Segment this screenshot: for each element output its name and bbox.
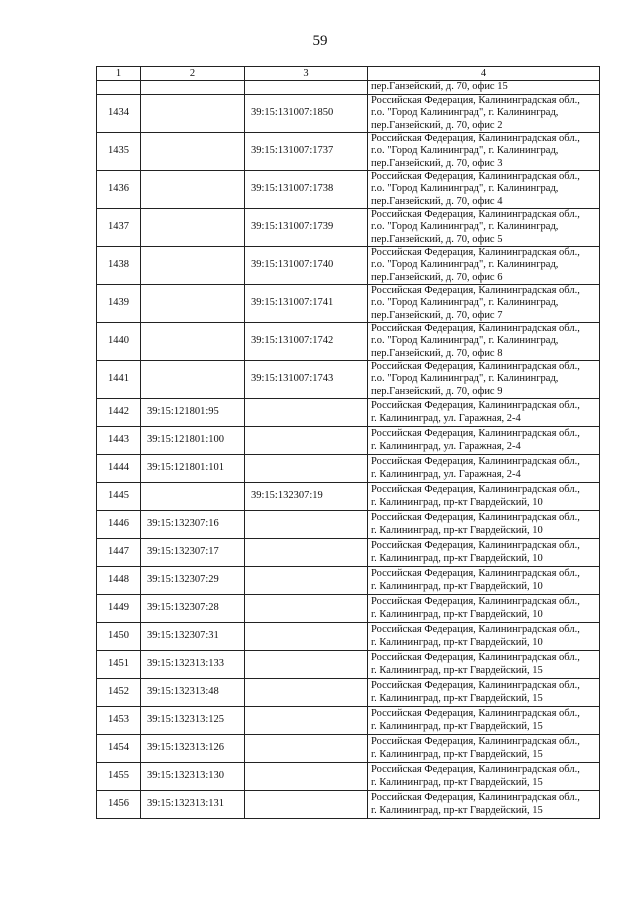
row-number-cell: 1453: [97, 707, 141, 735]
table-row: [97, 133, 600, 171]
table-row: [97, 171, 600, 209]
address-cell: Российская Федерация, Калининградская обл., г.о. "Город Калининград", г. Калининград, пер.Ганзейский, д. 70, офис 8: [368, 323, 600, 361]
address-cell: Российская Федерация, Калининградская обл., г.о. "Город Калининград", г. Калининград, пер.Ганзейский, д. 70, офис 3: [368, 133, 600, 171]
row-number-cell: 1449: [97, 595, 141, 623]
address-cell: Российская Федерация, Калининградская обл., г. Калининград, пр-кт Гвардейский, 15: [368, 763, 600, 791]
row-number-cell: 1455: [97, 763, 141, 791]
cadastral-number-cell: 39:15:132307:19: [245, 483, 368, 511]
cadastral-number-cell: [245, 623, 368, 651]
cadastral-number-cell: 39:15:132313:126: [141, 735, 245, 763]
address-cell: пер.Ганзейский, д. 70, офис 15: [368, 81, 600, 95]
table-row: [97, 455, 600, 483]
cadastral-number-cell: 39:15:131007:1738: [245, 171, 368, 209]
cadastral-number-cell: [245, 763, 368, 791]
cadastral-number-cell: [141, 323, 245, 361]
address-cell: Российская Федерация, Калининградская обл., г. Калининград, ул. Гаражная, 2-4: [368, 427, 600, 455]
row-number-cell: 1448: [97, 567, 141, 595]
table-row: [97, 623, 600, 651]
address-cell: Российская Федерация, Калининградская обл., г. Калининград, ул. Гаражная, 2-4: [368, 399, 600, 427]
address-cell: Российская Федерация, Калининградская обл., г. Калининград, пр-кт Гвардейский, 10: [368, 511, 600, 539]
cadastral-number-cell: 39:15:132313:130: [141, 763, 245, 791]
table-row: [97, 483, 600, 511]
table-row: [97, 95, 600, 133]
column-header: 3: [245, 67, 368, 81]
row-number-cell: 1451: [97, 651, 141, 679]
cadastral-number-cell: 39:15:132307:17: [141, 539, 245, 567]
cadastral-number-cell: 39:15:121801:95: [141, 399, 245, 427]
table-row: [97, 361, 600, 399]
row-number-cell: 1435: [97, 133, 141, 171]
table-row: [97, 209, 600, 247]
cadastral-number-cell: [245, 735, 368, 763]
row-number-cell: 1452: [97, 679, 141, 707]
cadastral-number-cell: 39:15:132307:29: [141, 567, 245, 595]
column-header: 4: [368, 67, 600, 81]
table-row: [97, 679, 600, 707]
address-cell: Российская Федерация, Калининградская обл., г.о. "Город Калининград", г. Калининград, пер.Ганзейский, д. 70, офис 6: [368, 247, 600, 285]
cadastral-number-cell: 39:15:132307:31: [141, 623, 245, 651]
cadastral-number-cell: [245, 679, 368, 707]
cadastral-number-cell: [141, 483, 245, 511]
row-number-cell: 1443: [97, 427, 141, 455]
cadastral-number-cell: 39:15:131007:1743: [245, 361, 368, 399]
cadastral-number-cell: 39:15:132313:48: [141, 679, 245, 707]
page-number: 59: [312, 33, 328, 49]
address-cell: Российская Федерация, Калининградская обл., г. Калининград, пр-кт Гвардейский, 15: [368, 735, 600, 763]
table-cell: [245, 81, 368, 95]
row-number-cell: 1446: [97, 511, 141, 539]
row-number-cell: 1450: [97, 623, 141, 651]
row-number-cell: 1440: [97, 323, 141, 361]
cadastral-number-cell: 39:15:131007:1850: [245, 95, 368, 133]
cadastral-number-cell: [141, 285, 245, 323]
row-number-cell: 1447: [97, 539, 141, 567]
cadastral-number-cell: [141, 171, 245, 209]
cadastral-number-cell: 39:15:131007:1741: [245, 285, 368, 323]
address-cell: Российская Федерация, Калининградская обл., г. Калининград, пр-кт Гвардейский, 10: [368, 595, 600, 623]
table-row: [97, 323, 600, 361]
table-row: [97, 511, 600, 539]
cadastral-number-cell: [245, 539, 368, 567]
cadastral-number-cell: [245, 595, 368, 623]
row-number-cell: 1454: [97, 735, 141, 763]
row-number-cell: 1438: [97, 247, 141, 285]
table-header-row: [97, 67, 600, 81]
cadastral-number-cell: [245, 399, 368, 427]
table-row: [97, 651, 600, 679]
row-number-cell: 1439: [97, 285, 141, 323]
address-cell: Российская Федерация, Калининградская обл., г. Калининград, пр-кт Гвардейский, 15: [368, 651, 600, 679]
cadastral-number-cell: [245, 455, 368, 483]
table-cell: [97, 81, 141, 95]
cadastral-number-cell: [141, 247, 245, 285]
table-row: [97, 539, 600, 567]
address-cell: Российская Федерация, Калининградская обл., г. Калининград, пр-кт Гвардейский, 10: [368, 623, 600, 651]
cadastral-number-cell: 39:15:132307:16: [141, 511, 245, 539]
address-cell: Российская Федерация, Калининградская обл., г. Калининград, пр-кт Гвардейский, 15: [368, 679, 600, 707]
address-cell: Российская Федерация, Калининградская обл., г. Калининград, пр-кт Гвардейский, 15: [368, 707, 600, 735]
cadastral-number-cell: 39:15:131007:1737: [245, 133, 368, 171]
row-number-cell: 1441: [97, 361, 141, 399]
address-cell: Российская Федерация, Калининградская обл., г.о. "Город Калининград", г. Калининград, пер.Ганзейский, д. 70, офис 4: [368, 171, 600, 209]
address-cell: Российская Федерация, Калининградская обл., г. Калининград, пр-кт Гвардейский, 10: [368, 539, 600, 567]
cadastral-number-cell: 39:15:131007:1739: [245, 209, 368, 247]
cadastral-number-cell: 39:15:121801:101: [141, 455, 245, 483]
cadastral-number-cell: [245, 791, 368, 819]
address-cell: Российская Федерация, Калининградская обл., г.о. "Город Калининград", г. Калининград, пер.Ганзейский, д. 70, офис 5: [368, 209, 600, 247]
cadastral-number-cell: [245, 427, 368, 455]
address-cell: Российская Федерация, Калининградская обл., г. Калининград, пр-кт Гвардейский, 10: [368, 567, 600, 595]
cadastral-number-cell: [245, 511, 368, 539]
address-cell: Российская Федерация, Калининградская обл., г. Калининград, пр-кт Гвардейский, 10: [368, 483, 600, 511]
row-number-cell: 1444: [97, 455, 141, 483]
cadastral-number-cell: [245, 651, 368, 679]
cadastral-number-cell: [245, 707, 368, 735]
cadastral-number-cell: [141, 133, 245, 171]
table-row: [97, 427, 600, 455]
cadastral-number-cell: 39:15:131007:1740: [245, 247, 368, 285]
cadastral-number-cell: 39:15:132313:131: [141, 791, 245, 819]
table-row: [97, 595, 600, 623]
cadastral-number-cell: [141, 209, 245, 247]
registry-table: [96, 66, 600, 819]
address-cell: Российская Федерация, Калининградская обл., г. Калининград, ул. Гаражная, 2-4: [368, 455, 600, 483]
row-number-cell: 1436: [97, 171, 141, 209]
table-row: [97, 285, 600, 323]
table-row: [97, 399, 600, 427]
column-header: 1: [97, 67, 141, 81]
row-number-cell: 1437: [97, 209, 141, 247]
cadastral-number-cell: [141, 95, 245, 133]
address-cell: Российская Федерация, Калининградская обл., г.о. "Город Калининград", г. Калининград, пер.Ганзейский, д. 70, офис 2: [368, 95, 600, 133]
table-row: [97, 735, 600, 763]
address-cell: Российская Федерация, Калининградская обл., г.о. "Город Калининград", г. Калининград, пер.Ганзейский, д. 70, офис 7: [368, 285, 600, 323]
cadastral-number-cell: 39:15:131007:1742: [245, 323, 368, 361]
table-row: [97, 791, 600, 819]
row-number-cell: 1456: [97, 791, 141, 819]
cadastral-number-cell: [245, 567, 368, 595]
cadastral-number-cell: 39:15:132313:133: [141, 651, 245, 679]
table-row: [97, 707, 600, 735]
address-cell: Российская Федерация, Калининградская обл., г.о. "Город Калининград", г. Калининград, пер.Ганзейский, д. 70, офис 9: [368, 361, 600, 399]
table-cell: [141, 81, 245, 95]
row-number-cell: 1445: [97, 483, 141, 511]
continuation-row: [97, 81, 600, 95]
table-row: [97, 763, 600, 791]
row-number-cell: 1442: [97, 399, 141, 427]
cadastral-number-cell: 39:15:132313:125: [141, 707, 245, 735]
table-row: [97, 247, 600, 285]
column-header: 2: [141, 67, 245, 81]
row-number-cell: 1434: [97, 95, 141, 133]
cadastral-number-cell: 39:15:121801:100: [141, 427, 245, 455]
table-row: [97, 567, 600, 595]
cadastral-number-cell: [141, 361, 245, 399]
cadastral-number-cell: 39:15:132307:28: [141, 595, 245, 623]
address-cell: Российская Федерация, Калининградская обл., г. Калининград, пр-кт Гвардейский, 15: [368, 791, 600, 819]
